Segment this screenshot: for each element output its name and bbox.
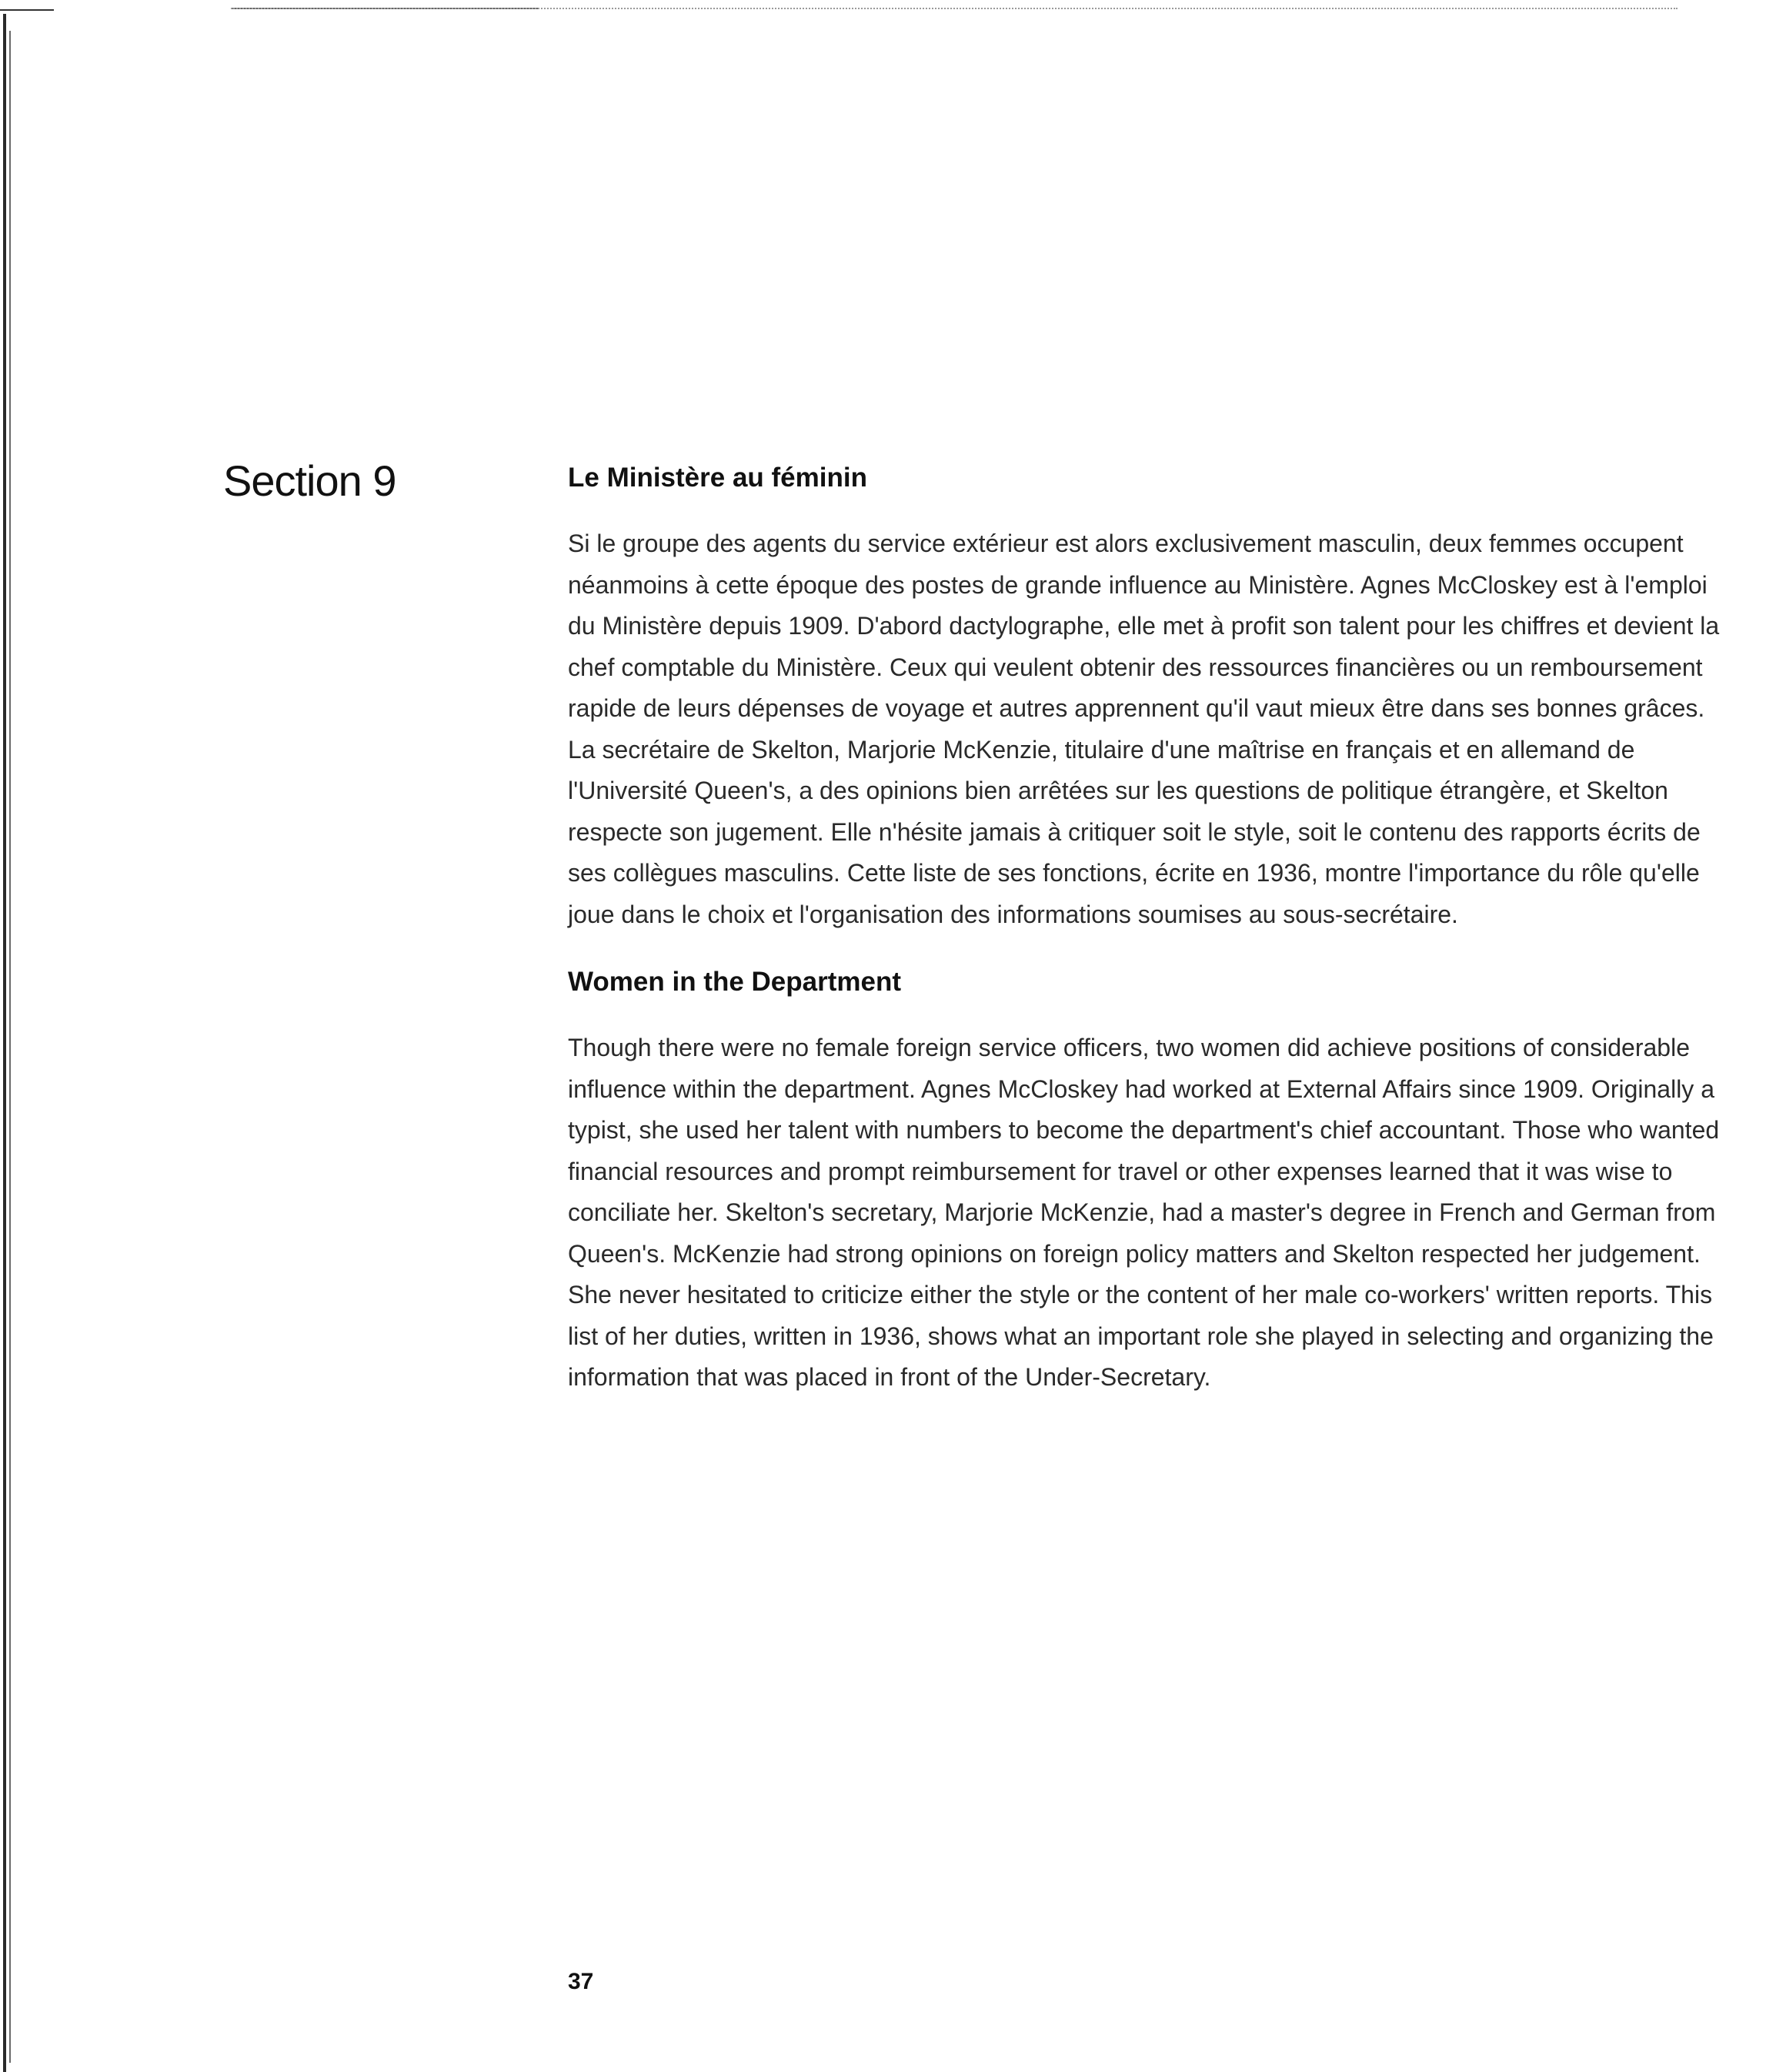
section-label: Section 9 <box>223 456 396 505</box>
page-number: 37 <box>568 1969 594 1994</box>
scan-binding-edge <box>3 14 6 2072</box>
english-paragraph: Though there were no female foreign service officers, two women did achieve positions of considerable influence within the department. Agnes McCloskey had worked at External Affairs since 1909. Originally a typist, she used her talent with numbers to become the department's chief accountant. Those who wanted financial resources and prompt reimbursement for travel or other expenses learned that it was wise to conciliate her. Skelton's secretary, Marjorie McKenzie, had a master's degree in French and German from Queen's. McKenzie had strong opinions on foreign policy matters and Skelton respected her judgement. She never hesitated to criticize either the style or the content of her male co-workers' written reports. This list of her duties, written in 1936, shows what an important role she played in selecting and organizing the information that was placed in front of the Under-Secretary. <box>568 1034 1720 1391</box>
french-heading: Le Ministère au féminin <box>568 463 867 493</box>
main-content <box>568 462 1738 1399</box>
scan-top-rule <box>0 9 54 11</box>
french-paragraph: Si le groupe des agents du service extérieur est alors exclusivement masculin, deux femmes occupent néanmoins à cette époque des postes de grande influence au Ministère. Agnes McCloskey est à l'emploi du Ministère depuis 1909. D'abord dactylographe, elle met à profit son talent pour les chiffres et devient la chef comptable du Ministère. Ceux qui veulent obtenir des ressources financières ou un remboursement rapide de leurs dépenses de voyage et autres apprennent qu'il vaut mieux être dans ses bonnes grâces. La secrétaire de Skelton, Marjorie McKenzie, titulaire d'une maîtrise en français et en allemand de l'Université Queen's, a des opinions bien arrêtées sur les questions de politique étrangère, et Skelton respecte son jugement. Elle n'hésite jamais à critiquer soit le style, soit le contenu des rapports écrits de ses collègues masculins. Cette liste de ses fonctions, écrite en 1936, montre l'importance du rôle qu'elle joue dans le choix et l'organisation des informations soumises au sous-secrétaire. <box>568 530 1720 928</box>
scan-top-dotted-line <box>231 8 1678 9</box>
scan-binding-shadow <box>9 31 11 2063</box>
english-heading: Women in the Department <box>568 967 902 997</box>
